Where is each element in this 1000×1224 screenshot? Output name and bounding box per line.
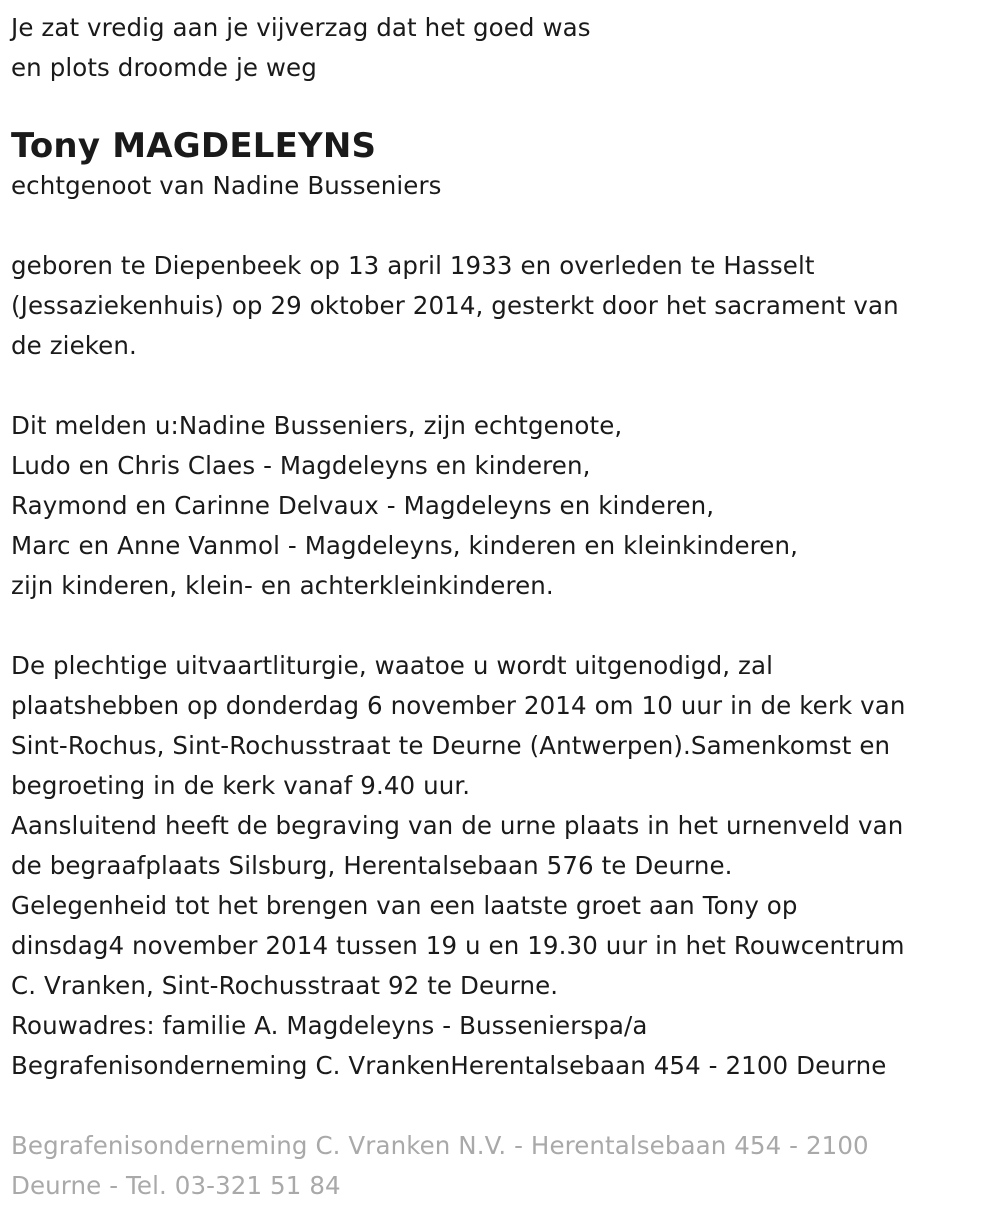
ceremony-line-5: Aansluitend heeft de begraving van de urne plaats in het urnenveld van — [11, 811, 904, 840]
announcer-line-1: Dit melden u:Nadine Busseniers, zijn echtgenote, — [11, 411, 623, 440]
ceremony-line-4: begroeting in de kerk vanaf 9.40 uur. — [11, 771, 471, 800]
footer-line-2: Deurne - Tel. 03-321 51 84 — [11, 1171, 341, 1200]
announcer-line-5: zijn kinderen, klein- en achterkleinkinderen. — [11, 571, 554, 600]
ceremony-paragraph — [11, 646, 1000, 1086]
birth-death-line-1: geboren te Diepenbeek op 13 april 1933 en overleden te Hasselt — [11, 251, 815, 280]
ceremony-line-10: Rouwadres: familie A. Magdeleyns - Bussenierspa/a — [11, 1011, 648, 1040]
deceased-name: Tony MAGDELEYNS — [11, 126, 377, 166]
ceremony-line-7: Gelegenheid tot het brengen van een laatste groet aan Tony op — [11, 891, 798, 920]
birth-death-paragraph — [11, 246, 1000, 366]
verse-line-1: Je zat vredig aan je vijverzag dat het goed was — [11, 13, 591, 42]
ceremony-line-6: de begraafplaats Silsburg, Herentalsebaan 576 te Deurne. — [11, 851, 733, 880]
verse-line-2: en plots droomde je weg — [11, 53, 317, 82]
verse — [11, 8, 1000, 88]
birth-death-line-3: de zieken. — [11, 331, 137, 360]
spouse-line: echtgenoot van Nadine Busseniers — [11, 171, 442, 200]
ceremony-line-9: C. Vranken, Sint-Rochusstraat 92 te Deurne. — [11, 971, 559, 1000]
birth-death-line-2: (Jessaziekenhuis) op 29 oktober 2014, gesterkt door het sacrament van — [11, 291, 899, 320]
announcer-line-3: Raymond en Carinne Delvaux - Magdeleyns en kinderen, — [11, 491, 715, 520]
ceremony-line-8: dinsdag4 november 2014 tussen 19 u en 19.30 uur in het Rouwcentrum — [11, 931, 905, 960]
announcer-line-4: Marc en Anne Vanmol - Magdeleyns, kinderen en kleinkinderen, — [11, 531, 798, 560]
ceremony-line-1: De plechtige uitvaartliturgie, waatoe u wordt uitgenodigd, zal — [11, 651, 773, 680]
ceremony-line-11: Begrafenisonderneming C. VrankenHerentalsebaan 454 - 2100 Deurne — [11, 1051, 887, 1080]
funeral-home-footer — [11, 1126, 1000, 1206]
announcers-paragraph — [11, 406, 1000, 606]
ceremony-line-3: Sint-Rochus, Sint-Rochusstraat te Deurne (Antwerpen).Samenkomst en — [11, 731, 891, 760]
footer-line-1: Begrafenisonderneming C. Vranken N.V. - Herentalsebaan 454 - 2100 — [11, 1131, 869, 1160]
ceremony-line-2: plaatshebben op donderdag 6 november 2014 om 10 uur in de kerk van — [11, 691, 906, 720]
announcer-line-2: Ludo en Chris Claes - Magdeleyns en kinderen, — [11, 451, 591, 480]
